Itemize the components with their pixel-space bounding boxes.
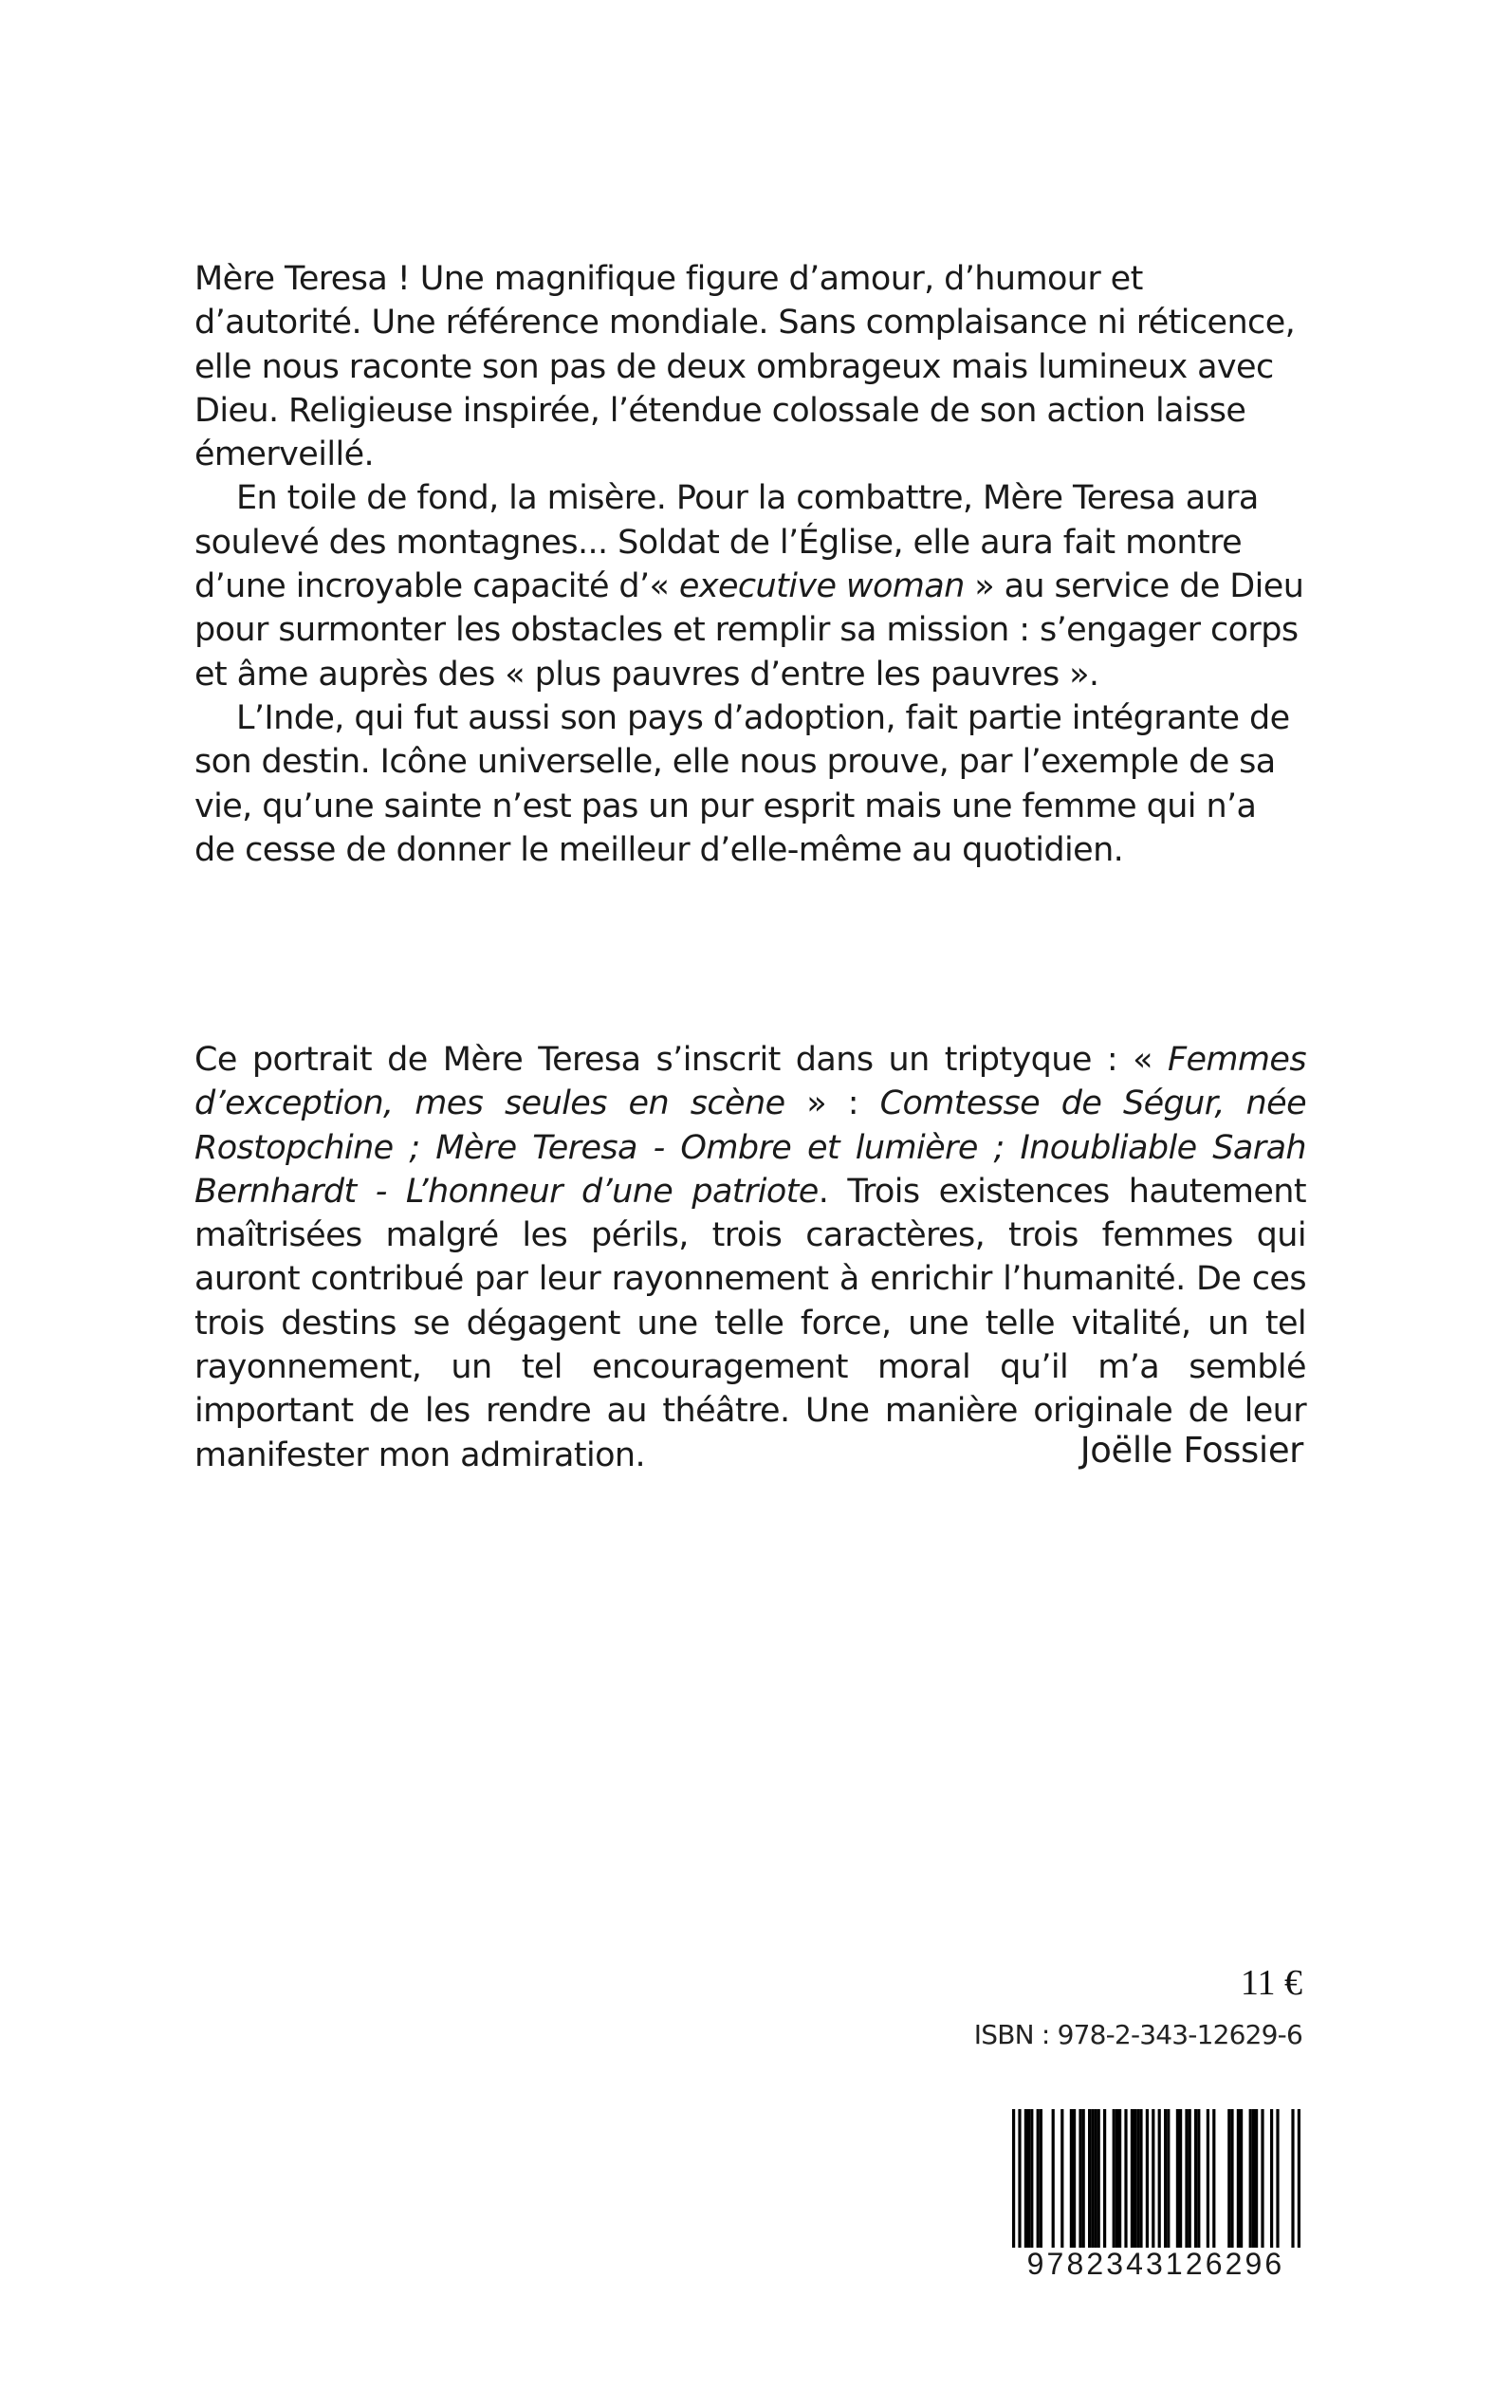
barcode-bar [1185,2109,1188,2248]
summary-paragraph-2-part-2: » au service de Dieu pour surmonter les obstacles et remplir sa mission : s’engager corps et âme auprès des « plus pauvres d’entre les pauvres ». [194,567,1304,694]
summary-emphasis-executive-woman: executive woman [678,567,965,606]
barcode-bar [1261,2109,1263,2248]
barcode-bar [1136,2109,1139,2248]
author-note-paragraph [194,1038,1306,1477]
barcode-bar [1152,2109,1154,2269]
back-cover-summary [194,257,1306,872]
barcode-bar [1024,2109,1027,2248]
author-note [194,1038,1306,1477]
isbn: ISBN : 978-2-343-12629-6 [973,2019,1302,2050]
barcode-bar [1131,2109,1134,2248]
barcode-bar [1116,2109,1118,2248]
barcode-bar [1255,2109,1258,2248]
barcode-bar [1094,2109,1097,2248]
summary-paragraph-1: Mère Teresa ! Une magnifique figure d’amour, d’humour et d’autorité. Une référence mondiale. Sans complaisance ni réticence, elle nous raconte son pas de deux ombrageux mais lumineux avec Dieu. Religieuse inspirée, l’étendue colossale de son action laisse émerveillé. [194,260,1296,474]
barcode-bar [1252,2109,1255,2248]
barcode-bar [1040,2109,1042,2248]
barcode-bar [1212,2109,1215,2248]
barcode-bar [1276,2109,1279,2248]
author-signature: Joëlle Fossier [1079,1430,1303,1471]
barcode-bar [1189,2109,1191,2248]
barcode-bar [1270,2109,1273,2248]
series-close: » : [806,1084,858,1123]
summary-paragraph-2-part-1: En toile de fond, la misère. Pour la combattre, Mère Teresa aura soulevé des montagnes... Soldat de l’Église, elle aura fait montre d’une incroyable capacité d’« [194,479,1259,606]
series-title: Femmes d’exception, mes seules en scène [194,1041,1306,1123]
barcode-bar [1079,2109,1081,2248]
barcode-bar [1113,2109,1116,2248]
author-note-intro: Ce portrait de Mère Teresa s’inscrit dans un triptyque : « [194,1041,1152,1079]
barcode-bar [1118,2109,1121,2248]
barcode-bar [1227,2109,1230,2248]
author-note-body: . Trois existences hautement maîtrisées malgré les périls, trois caractères, trois femmes qui auront contribué par leur rayonnement à enrichir l’humanité. De ces trois destins se dégagent une telle force, une telle vitalité, un tel rayonnement, un tel encouragement moral qu’il m’a semblé important de les rendre au théâtre. Une manière originale de leur manifester mon admiration. [194,1172,1306,1474]
barcode-bar [1240,2109,1243,2248]
barcode-bar [1164,2109,1167,2248]
barcode-bar [1030,2109,1033,2248]
barcode-bar [1070,2109,1073,2248]
barcode-bar [1197,2109,1200,2248]
summary-paragraph-2 [194,476,1306,695]
barcode-bar [1194,2109,1197,2248]
barcode-bar [1027,2109,1030,2248]
price: 11 € [1240,1963,1302,2003]
barcode-bar [1088,2109,1091,2248]
barcode-bar [1146,2109,1149,2248]
barcode-bar [1207,2109,1209,2248]
barcode-bar [1037,2109,1040,2248]
barcode-bar [1179,2109,1182,2248]
barcode-bar [1082,2109,1085,2248]
barcode-bar [1052,2109,1055,2248]
barcode-number: 9782343126296 [995,2248,1317,2280]
isbn-barcode [995,2105,1317,2280]
barcode-bar [1134,2109,1136,2248]
barcode-bar [1249,2109,1252,2248]
barcode-bar [1097,2109,1100,2248]
barcode-bar [1176,2109,1179,2248]
barcode-bar [1012,2109,1015,2269]
barcode-bar [1167,2109,1170,2248]
barcode-bar [1060,2109,1063,2248]
summary-paragraph-3: L’Inde, qui fut aussi son pays d’adoption, fait partie intégrante de son destin. Icône universelle, elle nous prouve, par l’exemple de sa vie, qu’une sainte n’est pas un pur esprit mais une femme qui n’a de cesse de donner le meilleur d’elle-même au quotidien. [194,698,1290,869]
barcode-bar [1139,2109,1142,2248]
barcode-bar [1237,2109,1240,2248]
barcode-bar [1158,2109,1161,2269]
barcode-bar [1103,2109,1106,2248]
barcode-bar [1124,2109,1127,2248]
barcode-bar [1091,2109,1094,2248]
barcode-bar [1298,2109,1300,2269]
barcode-bar [1230,2109,1233,2248]
series-works: Comtesse de Ségur, née Rostopchine ; Mère Teresa - Ombre et lumière ; Inoubliable Sarah Bernhardt - L’honneur d’une patriote [194,1084,1306,1211]
barcode-bar [1018,2109,1021,2269]
barcode-bar [1073,2109,1076,2248]
barcode-bar [1291,2109,1294,2269]
